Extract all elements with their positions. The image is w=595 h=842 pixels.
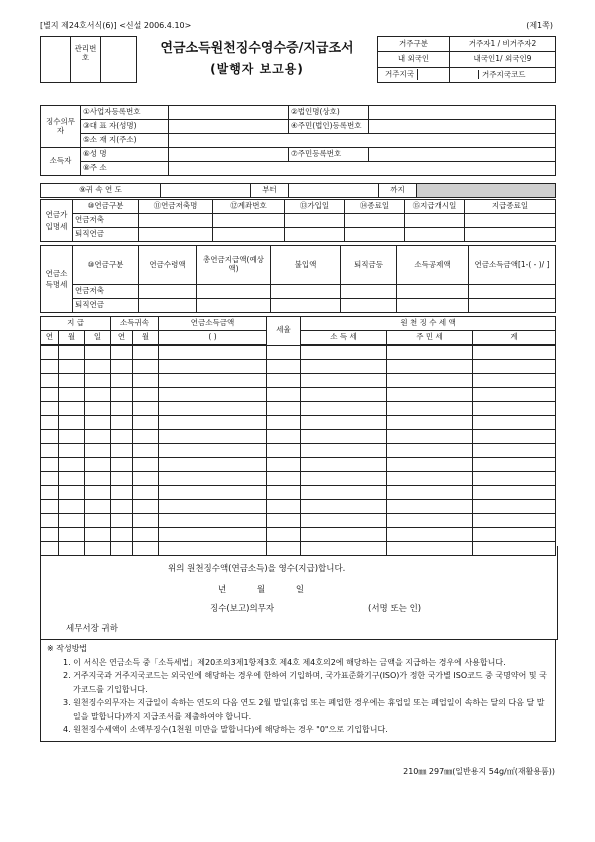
payment-cell[interactable] [133,528,159,542]
join-cell[interactable] [345,228,405,242]
payment-cell[interactable] [267,360,301,374]
payment-cell[interactable] [59,500,85,514]
pay-date-header: 지 급 [41,317,111,331]
payment-cell[interactable] [133,472,159,486]
withholder-group-label: 징수의무자 [41,106,81,148]
payment-cell[interactable] [267,472,301,486]
payment-cell[interactable] [473,345,556,360]
declaration-date[interactable]: 년 월 일 [218,585,305,595]
title-block [40,36,556,83]
pension-income-table [40,245,556,313]
join-cell[interactable] [465,228,556,242]
payment-cell[interactable] [159,472,267,486]
amount-header: 연금소득금액 [159,317,267,331]
payment-cell[interactable] [473,472,556,486]
payment-cell[interactable] [85,374,111,388]
payment-cell[interactable] [111,458,133,472]
payment-cell[interactable] [473,360,556,374]
resident-type-value[interactable]: 거주자1 / 비거주자2 [450,37,556,52]
payment-row [41,458,556,472]
income-tax-col: 소 득 세 [301,331,387,346]
income-cell[interactable] [139,299,197,313]
join-cell[interactable] [465,214,556,228]
year-label: ⑨귀 속 연 도 [41,184,161,198]
income-header-paid-in: 불입액 [271,246,341,285]
join-header-savings-name: ⑪연금저축명 [139,200,213,214]
payment-cell[interactable] [473,486,556,500]
payment-row [41,374,556,388]
year-to-label: 까지 [379,184,417,198]
attr-year-col: 연 [111,331,133,346]
payment-cell[interactable] [473,514,556,528]
payment-cell[interactable] [159,430,267,444]
country-label: 거주지국 [385,69,414,79]
payment-cell[interactable] [59,486,85,500]
rep-name-label: ③대 표 자(성명) [81,120,169,134]
payment-cell[interactable] [267,345,301,360]
pay-month-col: 월 [59,331,85,346]
year-to-field[interactable] [289,184,379,198]
payment-cell[interactable] [387,416,473,430]
payment-cell[interactable] [111,472,133,486]
payment-cell[interactable] [473,416,556,430]
payment-cell[interactable] [85,345,111,360]
join-header-pay-end: 지급종료일 [465,200,556,214]
payment-cell[interactable] [59,388,85,402]
payment-cell[interactable] [59,402,85,416]
payment-cell[interactable] [387,444,473,458]
payment-cell[interactable] [301,416,387,430]
nationality-label: 내 외국인 [378,52,450,67]
payment-cell[interactable] [301,374,387,388]
signature-label[interactable]: (서명 또는 인) [368,604,422,614]
payment-cell[interactable] [301,444,387,458]
payment-cell[interactable] [267,514,301,528]
payment-cell[interactable] [41,472,59,486]
pay-year-col: 연 [41,331,59,346]
payment-cell[interactable] [59,360,85,374]
payment-cell[interactable] [59,472,85,486]
income-header-total: 총연금지급액(예상액) [197,246,271,285]
payment-cell[interactable] [111,345,133,360]
attribution-header: 소득귀속 [111,317,159,331]
join-header-join-date: ⑬가입일 [285,200,345,214]
payment-cell[interactable] [473,528,556,542]
payment-cell[interactable] [133,444,159,458]
earner-address-field[interactable] [169,162,556,176]
earner-resident-no-label: ⑦주민등록번호 [289,148,369,162]
join-cell[interactable] [213,228,285,242]
payment-cell[interactable] [59,430,85,444]
page-number: (제1쪽) [526,21,553,30]
payment-cell[interactable] [387,486,473,500]
tax-office-label: 세무서장 귀하 [66,624,118,634]
income-row-label: 퇴직연금 [73,299,139,313]
payment-row [41,360,556,374]
biz-no-label: ①사업자등록번호 [81,106,169,120]
payment-cell[interactable] [41,514,59,528]
declaration-text: 위의 원천징수액(연금소득)을 영수(지급)합니다. [168,564,346,574]
payment-cell[interactable] [267,374,301,388]
payment-cell[interactable] [387,360,473,374]
payment-cell[interactable] [59,528,85,542]
payment-row [41,528,556,542]
payment-cell[interactable] [133,402,159,416]
payment-cell[interactable] [85,402,111,416]
payment-cell[interactable] [473,402,556,416]
join-cell[interactable] [345,214,405,228]
earner-name-label: ⑥성 명 [81,148,169,162]
income-cell[interactable] [397,285,469,299]
payment-cell[interactable] [267,486,301,500]
earner-name-field[interactable] [169,148,289,162]
payment-cell[interactable] [133,345,159,360]
income-cell[interactable] [469,299,556,313]
payment-cell[interactable] [159,374,267,388]
instruction-item: 2. 거주지국과 거주지국코드는 외국인에 해당하는 경우에 한하여 기입하며, 국가표준화기구(ISO)가 정한 국가별 ISO코드 중 국명약어 및 국가코드를 기입합니다. [63,671,547,694]
income-header-received: 연금수령액 [139,246,197,285]
year-from-label: 부터 [251,184,289,198]
join-cell[interactable] [405,214,465,228]
instruction-item: 3. 원천징수의무자는 지급일이 속하는 연도의 다음 연도 2월 말일(휴업 또는 폐업한 경우에는 휴업일 또는 폐업일이 속하는 달의 다음 달 말일을 말합니다)까지 지급조서를 제출하여야 합니다. [63,698,545,721]
payment-cell[interactable] [387,388,473,402]
shaded-cell [417,184,556,198]
income-row-label: 연금저축 [73,285,139,299]
form-title: 연금소득원천징수영수증/지급조서 [160,41,354,57]
amount-unit: ( ) [159,331,267,346]
income-header-deduction: 소득공제액 [397,246,469,285]
income-cell[interactable] [397,299,469,313]
form-number: [별지 제24호서식(6)] <신설 2006.4.10> [40,21,192,30]
payment-cell[interactable] [267,388,301,402]
income-cell[interactable] [341,285,397,299]
join-cell[interactable] [213,214,285,228]
payment-cell[interactable] [111,416,133,430]
payment-cell[interactable] [41,360,59,374]
income-cell[interactable] [197,299,271,313]
payment-cell[interactable] [59,444,85,458]
payment-cell[interactable] [387,472,473,486]
payment-cell[interactable] [301,345,387,360]
payment-cell[interactable] [267,416,301,430]
payment-cell[interactable] [301,388,387,402]
income-cell[interactable] [197,285,271,299]
earner-group-label: 소득자 [41,148,81,176]
payment-cell[interactable] [301,360,387,374]
income-header-type: ⑩연금구분 [73,246,139,285]
pension-join-table [40,199,556,242]
payment-cell[interactable] [85,388,111,402]
join-cell[interactable] [405,228,465,242]
payment-cell[interactable] [159,528,267,542]
payment-cell[interactable] [473,388,556,402]
payment-cell[interactable] [41,402,59,416]
payment-cell[interactable] [387,402,473,416]
payment-cell[interactable] [133,514,159,528]
corp-name-field[interactable] [369,106,556,120]
join-cell[interactable] [285,228,345,242]
payment-cell[interactable] [473,500,556,514]
rate-header: 세율 [267,317,301,346]
payment-cell[interactable] [387,458,473,472]
payment-cell[interactable] [159,402,267,416]
withholder-address-field[interactable] [169,134,556,148]
party-info-table [40,105,556,176]
income-cell[interactable] [469,285,556,299]
payment-row [41,444,556,458]
payment-row [41,345,556,360]
withholder-resident-no-label: ④주민(법인)등록번호 [289,120,369,134]
instruction-item: 1. 이 서식은 연금소득 중「소득세법」제20조의3제1항제3호 제4호 제4호의2에 해당하는 금액을 지급하는 경우에 사용합니다. [63,657,506,667]
join-row-label: 퇴직연금 [73,228,139,242]
pay-day-col: 일 [85,331,111,346]
payment-cell[interactable] [85,514,111,528]
payment-cell[interactable] [111,486,133,500]
payment-cell[interactable] [59,374,85,388]
payment-cell[interactable] [111,360,133,374]
payment-cell[interactable] [133,500,159,514]
payment-cell[interactable] [473,430,556,444]
payment-cell[interactable] [387,528,473,542]
payment-cell[interactable] [387,514,473,528]
payment-cell[interactable] [111,500,133,514]
resident-type-label: 거주구분 [378,37,450,52]
payment-cell[interactable] [473,444,556,458]
payment-row [41,388,556,402]
form-subtitle: (발행자 보고용) [210,62,304,77]
join-header-pay-start: ⑮지급개시일 [405,200,465,214]
payment-cell[interactable] [111,528,133,542]
payment-cell[interactable] [111,514,133,528]
pension-income-group-label: 연금소득명세 [41,246,73,313]
payment-cell[interactable] [59,514,85,528]
payment-cell[interactable] [301,486,387,500]
instruction-item: 4. 원천징수세액이 소액부징수(1천원 미만을 말합니다)에 해당하는 경우 "0"으로 기입합니다. [63,725,388,734]
payment-cell[interactable] [59,345,85,360]
payment-cell[interactable] [111,388,133,402]
payment-row [41,514,556,528]
payment-cell[interactable] [301,472,387,486]
payment-cell[interactable] [159,500,267,514]
income-cell[interactable] [341,299,397,313]
earner-resident-no-field[interactable] [369,148,556,162]
nationality-value[interactable]: 내국인1/ 외국인9 [450,52,556,67]
payment-cell[interactable] [133,388,159,402]
payment-cell[interactable] [301,402,387,416]
payment-cell[interactable] [387,500,473,514]
payment-cell[interactable] [133,360,159,374]
payment-cell[interactable] [301,500,387,514]
withholder-address-label: ⑤소 재 지(주소) [81,134,169,148]
year-table [40,183,556,198]
payment-cell[interactable] [159,486,267,500]
income-cell[interactable] [271,299,341,313]
earner-address-label: ⑧주 소 [81,162,169,176]
payment-cell[interactable] [41,374,59,388]
payment-cell[interactable] [85,444,111,458]
withholder-resident-no-field[interactable] [369,120,556,134]
payment-cell[interactable] [59,416,85,430]
payment-cell[interactable] [301,430,387,444]
payment-cell[interactable] [133,458,159,472]
payment-cell[interactable] [473,458,556,472]
biz-no-field[interactable] [169,106,289,120]
income-cell[interactable] [271,285,341,299]
payment-cell[interactable] [133,374,159,388]
payment-cell[interactable] [85,430,111,444]
payment-cell[interactable] [85,528,111,542]
payment-cell[interactable] [473,374,556,388]
payment-cell[interactable] [41,416,59,430]
payment-cell[interactable] [159,360,267,374]
payment-row [41,500,556,514]
payment-cell[interactable] [387,374,473,388]
payment-cell[interactable] [301,528,387,542]
resident-tax-col: 주 민 세 [387,331,473,346]
payment-cell[interactable] [301,514,387,528]
payment-cell[interactable] [267,430,301,444]
payment-cell[interactable] [267,528,301,542]
payment-cell[interactable] [111,402,133,416]
income-header-retirement: 퇴직금등 [341,246,397,285]
country-input[interactable] [417,69,442,80]
management-number-label: 관리번호 [71,37,101,83]
payment-cell[interactable] [133,486,159,500]
corp-name-label: ②법인명(상호) [289,106,369,120]
payment-cell[interactable] [59,458,85,472]
payment-cell[interactable] [387,430,473,444]
payment-cell[interactable] [159,388,267,402]
payment-row [41,402,556,416]
join-header-type: ⑩연금구분 [73,200,139,214]
payment-cell[interactable] [85,486,111,500]
join-header-account: ⑫계좌번호 [213,200,285,214]
payment-cell[interactable] [301,458,387,472]
payment-cell[interactable] [159,444,267,458]
payment-cell[interactable] [267,444,301,458]
country-code-label: 거주지국코드 [478,70,528,79]
rep-name-field[interactable] [169,120,289,134]
payment-row [41,486,556,500]
payment-row [41,430,556,444]
instructions [40,640,556,742]
payment-cell[interactable] [41,486,59,500]
join-cell[interactable] [139,214,213,228]
payment-cell[interactable] [85,500,111,514]
payment-cell[interactable] [41,388,59,402]
instructions-title: ※ 작성방법 [47,644,88,653]
join-header-end-date: ⑭종료일 [345,200,405,214]
payment-cell[interactable] [41,345,59,360]
payment-table [40,316,556,556]
pension-join-group-label: 연금가입명세 [41,200,73,242]
withholding-tax-header: 원 천 징 수 세 액 [301,317,556,331]
payment-cell[interactable] [267,402,301,416]
year-from-field[interactable] [161,184,251,198]
join-cell[interactable] [285,214,345,228]
payer-label: 징수(보고)의무자 [210,604,275,614]
payment-cell[interactable] [267,458,301,472]
payment-cell[interactable] [159,458,267,472]
payment-cell[interactable] [41,458,59,472]
payment-cell[interactable] [111,374,133,388]
payment-cell[interactable] [85,458,111,472]
payment-cell[interactable] [159,345,267,360]
join-cell[interactable] [139,228,213,242]
payment-cell[interactable] [387,345,473,360]
payment-cell[interactable] [41,528,59,542]
payment-row [41,416,556,430]
payment-cell[interactable] [267,500,301,514]
payment-cell[interactable] [85,416,111,430]
payment-cell[interactable] [41,430,59,444]
payment-row [41,472,556,486]
payment-cell[interactable] [41,500,59,514]
payment-cell[interactable] [111,444,133,458]
payment-cell[interactable] [159,514,267,528]
payment-cell[interactable] [133,430,159,444]
payment-cell[interactable] [41,444,59,458]
join-row-label: 연금저축 [73,214,139,228]
payment-cell[interactable] [133,416,159,430]
paper-spec: 210㎜ 297㎜(일반용지 54g/㎡(재활용품)) [403,767,555,776]
attr-month-col: 월 [133,331,159,346]
payment-cell[interactable] [159,416,267,430]
total-tax-col: 계 [473,331,556,346]
income-cell[interactable] [139,285,197,299]
payment-cell[interactable] [111,430,133,444]
income-header-amount: 연금소득금액[1-( - )/ ] [469,246,556,285]
payment-cell[interactable] [85,360,111,374]
payment-cell[interactable] [85,472,111,486]
